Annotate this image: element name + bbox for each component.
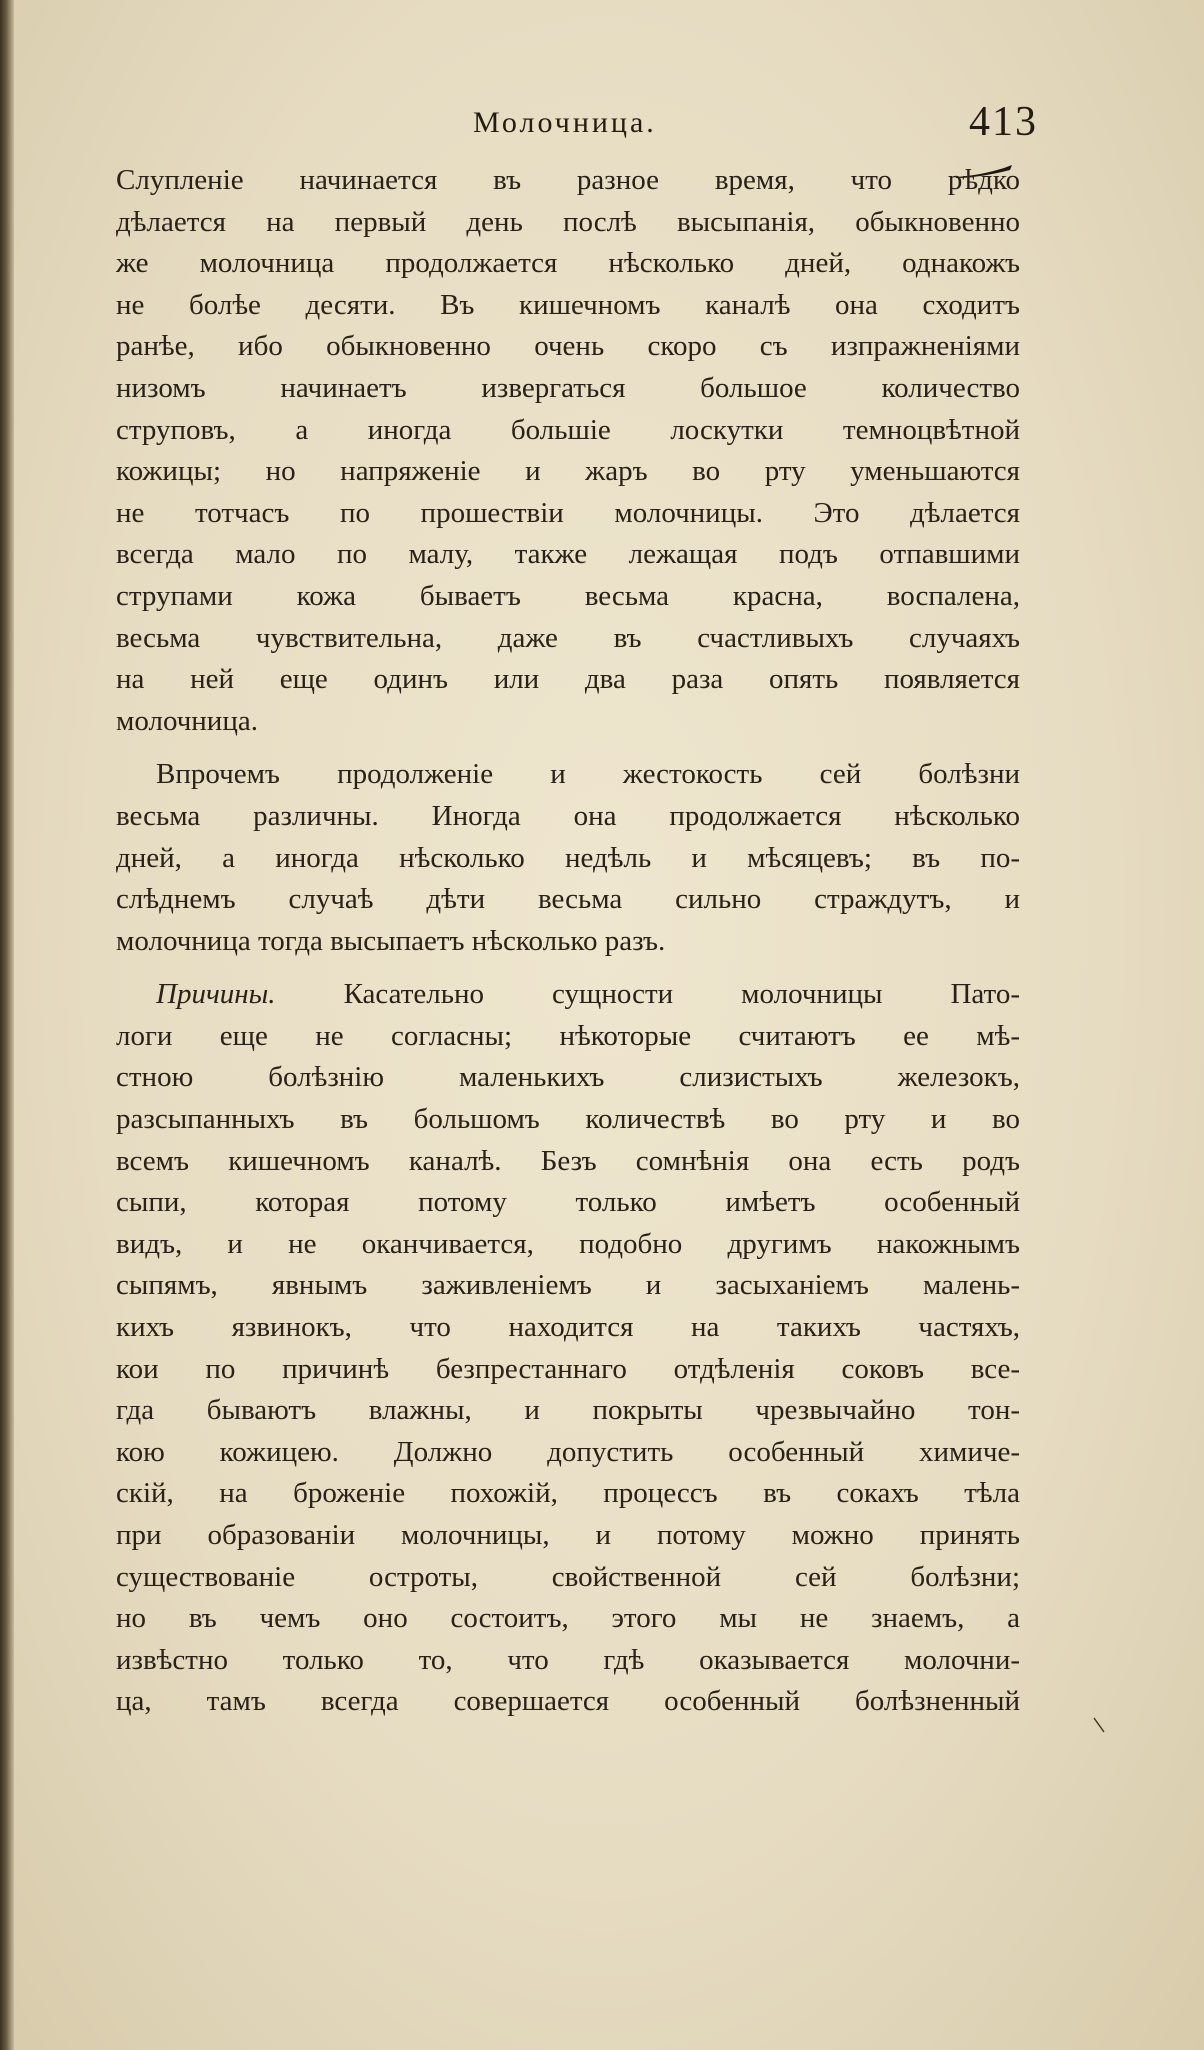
section-lead: Причины. bbox=[156, 978, 276, 1011]
running-title: Молочница. bbox=[473, 106, 657, 139]
text-line: весьма различны. Иногда она продолжается нѣсколько bbox=[116, 799, 1020, 832]
text-line: молочница. bbox=[116, 704, 258, 737]
page-header bbox=[118, 98, 1038, 158]
text-line: дѣлается на первый день послѣ высыпанія, обыкновенно bbox=[116, 205, 1020, 238]
text-line: логи еще не согласны; нѣкоторые считаютъ ее мѣ- bbox=[116, 1019, 1020, 1052]
text-line: кожицы; но напряженіе и жаръ во рту уменьшаются bbox=[116, 455, 1020, 488]
text-line: кихъ язвинокъ, что находится на такихъ частяхъ, bbox=[116, 1311, 1020, 1344]
stray-ink-mark bbox=[1092, 1716, 1106, 1734]
text-line: скій, на броженіе похожій, процессъ въ сокахъ тѣла bbox=[116, 1477, 1020, 1510]
page-binding-shadow bbox=[0, 0, 14, 2050]
text-line: на ней еще одинъ или два раза опять появляется bbox=[116, 663, 1020, 696]
paragraph-2 bbox=[116, 754, 1020, 962]
text-line: при образованіи молочницы, и потому можно принять bbox=[116, 1519, 1020, 1551]
text-line: видъ, и не оканчивается, подобно другимъ накожнымъ bbox=[116, 1227, 1020, 1260]
text-line: не тотчасъ по прошествіи молочницы. Это дѣлается bbox=[116, 496, 1020, 529]
text-line: низомъ начинаетъ извергаться большое количество bbox=[116, 371, 1020, 404]
text-line: гда бываютъ влажны, и покрыты чрезвычайно тон- bbox=[116, 1394, 1020, 1427]
text-line-rest: Касательно сущности молочницы Пато- bbox=[343, 978, 1020, 1011]
text-line: сыпи, которая потому только имѣетъ особенный bbox=[116, 1186, 1020, 1219]
text-line: же молочница продолжается нѣсколько дней, однакожъ bbox=[116, 247, 1020, 280]
text-line: ранѣе, ибо обыкновенно очень скоро съ изпражненіями bbox=[116, 330, 1020, 363]
text-line-with-lead bbox=[116, 974, 1020, 1016]
paragraph-gap bbox=[116, 742, 1020, 754]
text-line: струпами кожа бываетъ весьма красна, воспалена, bbox=[116, 579, 1020, 612]
text-line: ца, тамъ всегда совершается особенный болѣзненный bbox=[116, 1685, 1020, 1718]
text-line: сыпямъ, явнымъ заживленіемъ и засыханіемъ малень- bbox=[116, 1269, 1020, 1302]
text-line: весьма чувствительна, даже въ счастливыхъ случаяхъ bbox=[116, 621, 1020, 654]
text-line: не болѣе десяти. Въ кишечномъ каналѣ она сходитъ bbox=[116, 288, 1020, 321]
text-line: кою кожицею. Должно допустить особенный химиче- bbox=[116, 1435, 1020, 1468]
text-line: существованіе остроты, свойственной сей болѣзни; bbox=[116, 1560, 1020, 1593]
text-line: извѣстно только то, что гдѣ оказывается молочни- bbox=[116, 1643, 1020, 1676]
text-line: Впрочемъ продолженіе и жестокость сей болѣзни bbox=[156, 758, 1020, 791]
text-line: разсыпанныхъ въ большомъ количествѣ во рту и во bbox=[116, 1103, 1020, 1136]
body-text bbox=[116, 160, 1020, 1723]
paragraph-1 bbox=[116, 160, 1020, 742]
paragraph-gap bbox=[116, 962, 1020, 974]
page-number: 413 bbox=[969, 99, 1038, 145]
text-line: дней, а иногда нѣсколько недѣль и мѣсяцевъ; въ по- bbox=[116, 841, 1020, 874]
text-line: всемъ кишечномъ каналѣ. Безъ сомнѣнія она есть родъ bbox=[116, 1144, 1020, 1177]
text-line: слѣднемъ случаѣ дѣти весьма сильно страждутъ, и bbox=[116, 883, 1020, 916]
text-line: кои по причинѣ безпрестаннаго отдѣленія соковъ все- bbox=[116, 1352, 1020, 1385]
paragraph-3 bbox=[116, 974, 1020, 1723]
text-line: всегда мало по малу, также лежащая подъ отпавшими bbox=[116, 538, 1020, 571]
text-line: Слупленіе начинается въ разное время, что рѣдко bbox=[116, 164, 1020, 196]
text-line: молочница тогда высыпаетъ нѣсколько разъ. bbox=[116, 924, 666, 957]
text-line: струповъ, а иногда большіе лоскутки темноцвѣтной bbox=[116, 413, 1020, 446]
text-line: стною болѣзнію маленькихъ слизистыхъ железокъ, bbox=[116, 1061, 1020, 1094]
text-line: но въ чемъ оно состоитъ, этого мы не знаемъ, а bbox=[116, 1602, 1020, 1635]
